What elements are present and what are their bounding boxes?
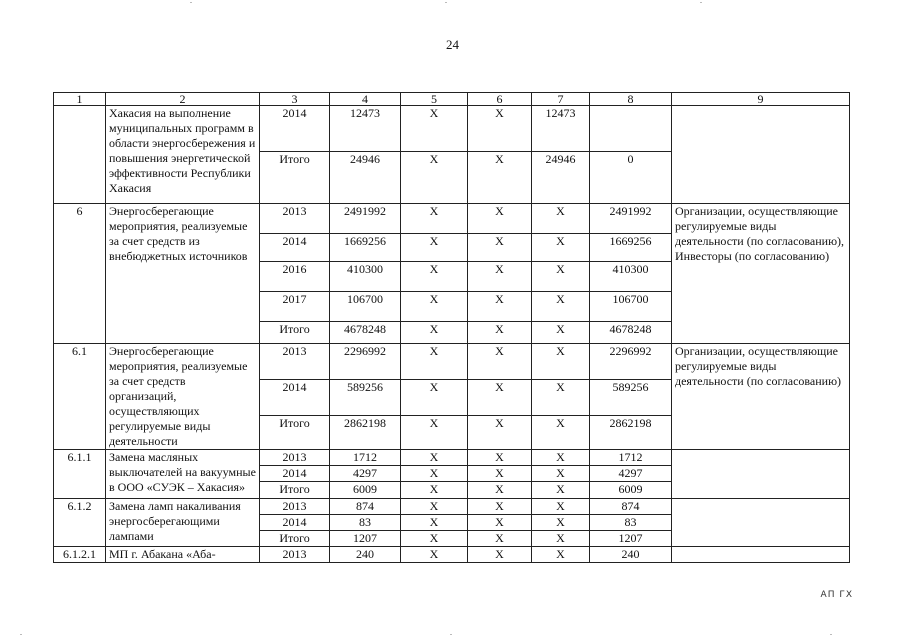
total-cell: 24946	[330, 152, 401, 204]
year-cell: 2013	[260, 547, 330, 563]
total-cell: 410300	[330, 262, 401, 292]
scan-speck	[190, 2, 192, 3]
regional-cell: X	[468, 515, 532, 531]
item-number	[54, 106, 106, 204]
measure-description: Хакасия на выполнение муниципальных программ в области энергосбережения и повышения энергетической эффективности Республики Хакасия	[106, 106, 260, 204]
federal-cell: X	[401, 515, 468, 531]
offbudget-cell: 1669256	[590, 234, 672, 262]
item-number: 6.1	[54, 344, 106, 450]
year-cell: 2014	[260, 515, 330, 531]
total-cell: 1207	[330, 531, 401, 547]
total-cell: 1712	[330, 450, 401, 466]
year-cell: 2016	[260, 262, 330, 292]
offbudget-cell: 4678248	[590, 322, 672, 344]
federal-cell: X	[401, 547, 468, 563]
regional-cell: X	[468, 547, 532, 563]
municipal-cell: X	[532, 450, 590, 466]
scan-speck	[20, 634, 22, 635]
year-cell: 2013	[260, 450, 330, 466]
year-cell: 2014	[260, 380, 330, 416]
federal-cell: X	[401, 466, 468, 482]
federal-cell: X	[401, 106, 468, 152]
total-cell: 2296992	[330, 344, 401, 380]
federal-cell: X	[401, 450, 468, 466]
offbudget-cell: 4297	[590, 466, 672, 482]
offbudget-cell	[590, 106, 672, 152]
municipal-cell: X	[532, 466, 590, 482]
regional-cell: X	[468, 106, 532, 152]
regional-cell: X	[468, 531, 532, 547]
measure-description: Замена ламп накаливания энергосберегающими лампами	[106, 499, 260, 547]
federal-cell: X	[401, 416, 468, 450]
regional-cell: X	[468, 292, 532, 322]
table-row	[54, 499, 850, 515]
table-row	[54, 547, 850, 563]
column-header: 6	[468, 93, 532, 106]
regional-cell: X	[468, 450, 532, 466]
regional-cell: X	[468, 344, 532, 380]
federal-cell: X	[401, 262, 468, 292]
column-header: 2	[106, 93, 260, 106]
column-number-row	[54, 93, 850, 106]
item-number: 6.1.2	[54, 499, 106, 547]
municipal-cell: X	[532, 234, 590, 262]
federal-cell: X	[401, 499, 468, 515]
offbudget-cell: 106700	[590, 292, 672, 322]
municipal-cell: X	[532, 344, 590, 380]
regional-cell: X	[468, 234, 532, 262]
year-cell: 2013	[260, 499, 330, 515]
total-cell: 4297	[330, 466, 401, 482]
total-cell: 4678248	[330, 322, 401, 344]
regional-cell: X	[468, 322, 532, 344]
column-header: 5	[401, 93, 468, 106]
municipal-cell: X	[532, 416, 590, 450]
regional-cell: X	[468, 466, 532, 482]
municipal-cell: X	[532, 322, 590, 344]
total-cell: 240	[330, 547, 401, 563]
responsible-party	[672, 547, 850, 563]
scan-speck	[830, 634, 832, 635]
program-table	[53, 92, 850, 563]
offbudget-cell: 0	[590, 152, 672, 204]
municipal-cell: X	[532, 482, 590, 499]
offbudget-cell: 410300	[590, 262, 672, 292]
total-cell: 83	[330, 515, 401, 531]
federal-cell: X	[401, 482, 468, 499]
measure-description: Замена масляных выключателей на вакуумные в ООО «СУЭК – Хакасия»	[106, 450, 260, 499]
municipal-cell: X	[532, 380, 590, 416]
total-cell: 874	[330, 499, 401, 515]
year-cell: Итого	[260, 152, 330, 204]
municipal-cell: 12473	[532, 106, 590, 152]
item-number: 6.1.2.1	[54, 547, 106, 563]
regional-cell: X	[468, 262, 532, 292]
responsible-party	[672, 450, 850, 499]
municipal-cell: X	[532, 204, 590, 234]
year-cell: 2014	[260, 466, 330, 482]
column-header: 4	[330, 93, 401, 106]
total-cell: 1669256	[330, 234, 401, 262]
federal-cell: X	[401, 234, 468, 262]
federal-cell: X	[401, 322, 468, 344]
year-cell: 2013	[260, 344, 330, 380]
column-header: 9	[672, 93, 850, 106]
measure-description: МП г. Абакана «Аба-	[106, 547, 260, 563]
regional-cell: X	[468, 380, 532, 416]
federal-cell: X	[401, 292, 468, 322]
column-header: 8	[590, 93, 672, 106]
table-row	[54, 450, 850, 466]
total-cell: 6009	[330, 482, 401, 499]
scan-speck	[700, 2, 702, 3]
federal-cell: X	[401, 531, 468, 547]
responsible-party: Организации, осуществляющие регулируемые виды деятельности (по согласованию), Инвесторы (по согласованию)	[672, 204, 850, 344]
offbudget-cell: 874	[590, 499, 672, 515]
regional-cell: X	[468, 152, 532, 204]
total-cell: 106700	[330, 292, 401, 322]
table-row	[54, 344, 850, 380]
table-row	[54, 106, 850, 152]
total-cell: 589256	[330, 380, 401, 416]
offbudget-cell: 1207	[590, 531, 672, 547]
offbudget-cell: 2491992	[590, 204, 672, 234]
year-cell: 2017	[260, 292, 330, 322]
year-cell: Итого	[260, 416, 330, 450]
table-row	[54, 204, 850, 234]
column-header: 3	[260, 93, 330, 106]
page-number: 24	[446, 37, 459, 52]
regional-cell: X	[468, 482, 532, 499]
year-cell: Итого	[260, 322, 330, 344]
measure-description: Энергосберегающие мероприятия, реализуемые за счет средств из внебюджетных источников	[106, 204, 260, 344]
regional-cell: X	[468, 204, 532, 234]
column-header: 7	[532, 93, 590, 106]
year-cell: 2014	[260, 106, 330, 152]
municipal-cell: X	[532, 515, 590, 531]
municipal-cell: 24946	[532, 152, 590, 204]
offbudget-cell: 240	[590, 547, 672, 563]
municipal-cell: X	[532, 262, 590, 292]
offbudget-cell: 6009	[590, 482, 672, 499]
year-cell: Итого	[260, 531, 330, 547]
municipal-cell: X	[532, 547, 590, 563]
total-cell: 12473	[330, 106, 401, 152]
scan-speck	[450, 634, 452, 635]
total-cell: 2862198	[330, 416, 401, 450]
municipal-cell: X	[532, 531, 590, 547]
municipal-cell: X	[532, 499, 590, 515]
offbudget-cell: 2862198	[590, 416, 672, 450]
responsible-party	[672, 499, 850, 547]
column-header: 1	[54, 93, 106, 106]
regional-cell: X	[468, 416, 532, 450]
offbudget-cell: 2296992	[590, 344, 672, 380]
responsible-party	[672, 106, 850, 204]
federal-cell: X	[401, 380, 468, 416]
federal-cell: X	[401, 344, 468, 380]
total-cell: 2491992	[330, 204, 401, 234]
responsible-party: Организации, осуществляющие регулируемые виды деятельности (по согласованию)	[672, 344, 850, 450]
federal-cell: X	[401, 152, 468, 204]
table-body	[54, 93, 850, 563]
regional-cell: X	[468, 499, 532, 515]
footer-mark: АП ГХ	[820, 590, 853, 600]
offbudget-cell: 589256	[590, 380, 672, 416]
year-cell: 2013	[260, 204, 330, 234]
year-cell: 2014	[260, 234, 330, 262]
scan-speck	[445, 2, 447, 3]
offbudget-cell: 83	[590, 515, 672, 531]
year-cell: Итого	[260, 482, 330, 499]
item-number: 6.1.1	[54, 450, 106, 499]
municipal-cell: X	[532, 292, 590, 322]
federal-cell: X	[401, 204, 468, 234]
measure-description: Энергосберегающие мероприятия, реализуемые за счет средств организаций, осуществляющих регулируемые виды деятельности	[106, 344, 260, 450]
offbudget-cell: 1712	[590, 450, 672, 466]
item-number: 6	[54, 204, 106, 344]
